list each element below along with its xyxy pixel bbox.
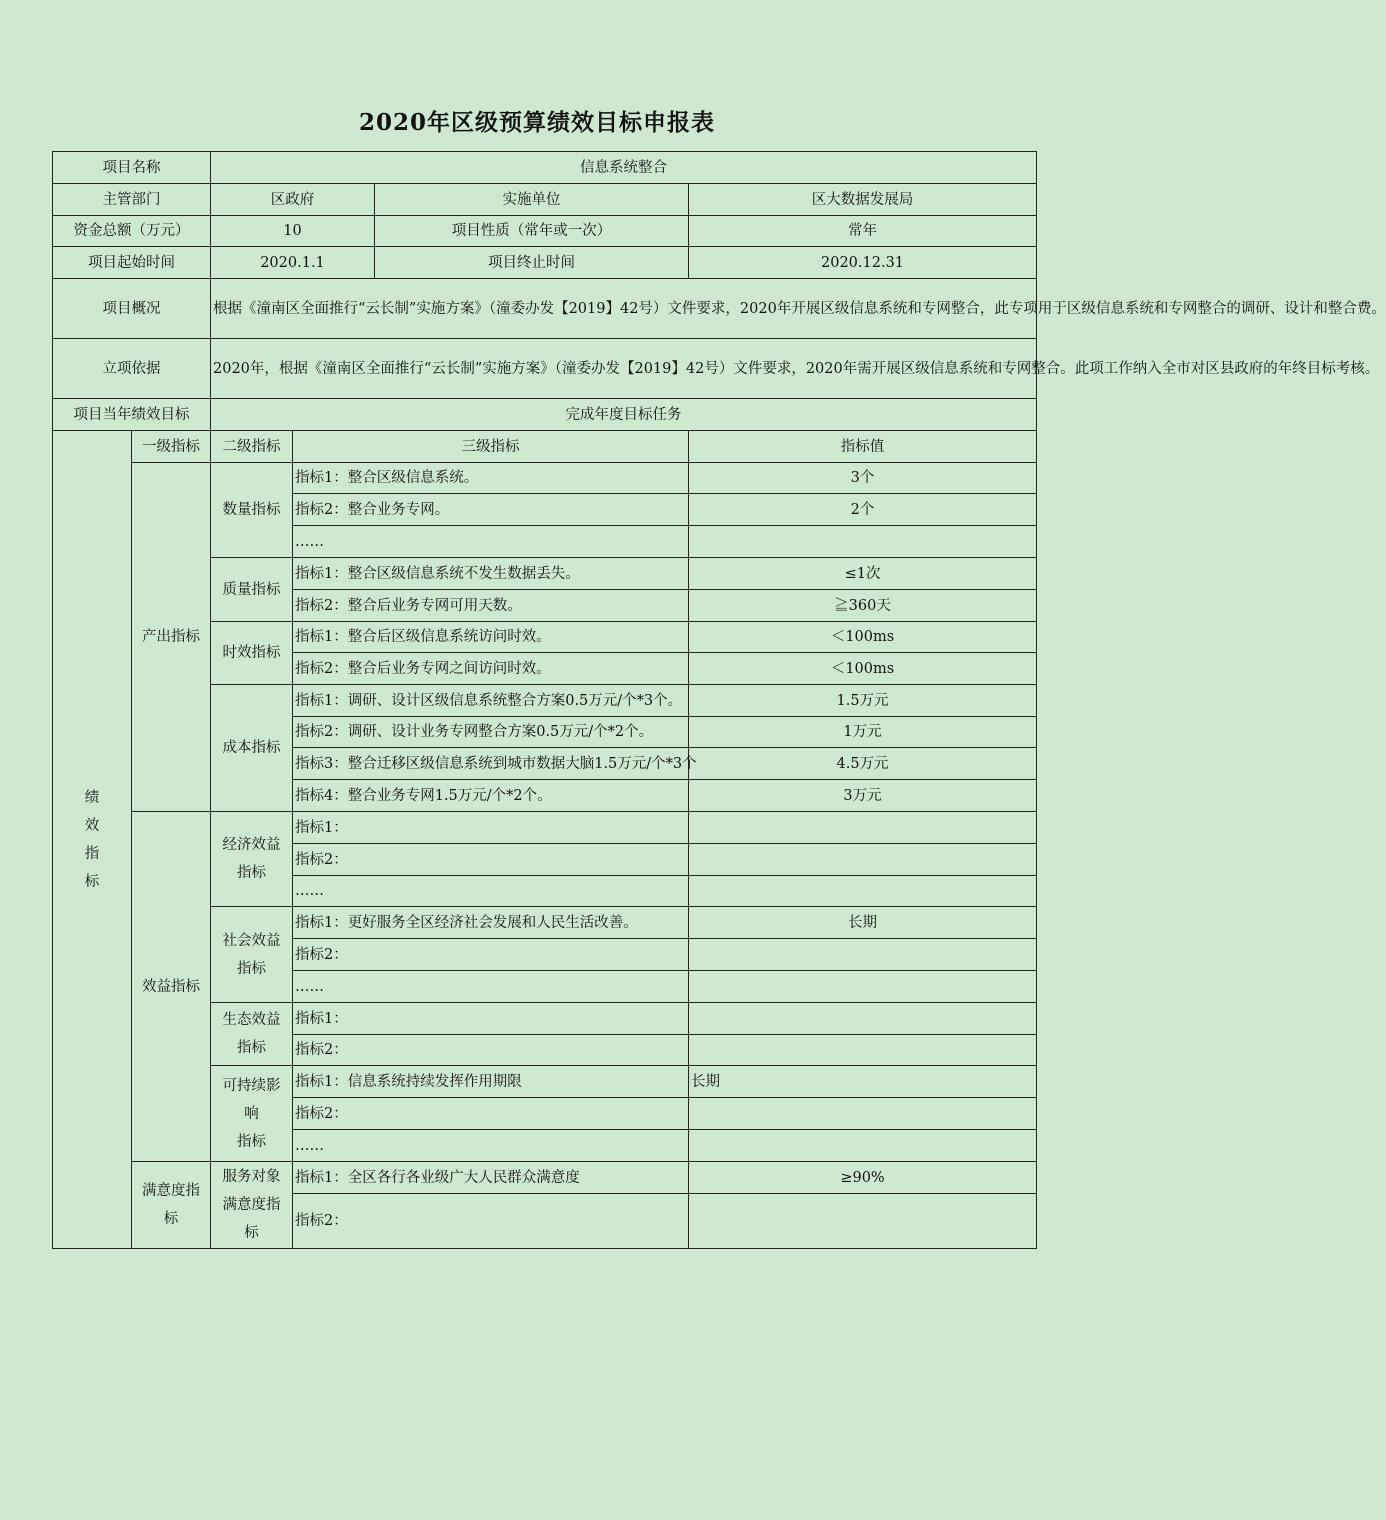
indicator-value <box>689 939 1037 971</box>
dept-label: 主管部门 <box>53 184 211 216</box>
indicator-value <box>689 1194 1037 1249</box>
indicator-text: 指标2： <box>293 844 689 876</box>
indicator-value: 长期 <box>689 1066 1037 1098</box>
cost-indicators-label: 成本指标 <box>211 685 293 812</box>
indicator-value <box>689 1035 1037 1066</box>
indicator-text: 指标1： <box>293 812 689 844</box>
indicator-text: 指标2：整合后业务专网之间访问时效。 <box>293 653 689 685</box>
indicator-value: ＜100ms <box>689 622 1037 653</box>
indicator-text: 指标2： <box>293 939 689 971</box>
indicator-text: …… <box>293 876 689 907</box>
indicator-value <box>689 1003 1037 1035</box>
goal-label: 项目当年绩效目标 <box>53 399 211 431</box>
basis-label: 立项依据 <box>53 339 211 399</box>
indicator-value: 长期 <box>689 907 1037 939</box>
satisfaction-indicators-label: 满意度指 标 <box>132 1162 211 1249</box>
indicator-text: 指标2： <box>293 1194 689 1249</box>
indicator-value <box>689 844 1037 876</box>
indicator-text: 指标1：整合区级信息系统不发生数据丢失。 <box>293 558 689 590</box>
indicator-value <box>689 971 1037 1003</box>
quantity-indicators-label: 数量指标 <box>211 463 293 558</box>
indicator-value <box>689 812 1037 844</box>
indicator-text: 指标1：信息系统持续发挥作用期限 <box>293 1066 689 1098</box>
nature-label: 项目性质（常年或一次） <box>375 216 689 247</box>
overview-text: 根据《潼南区全面推行“云长制”实施方案》（潼委办发【2019】42号）文件要求，2020年开展区级信息系统和专网整合，此专项用于区级信息系统和专网整合的调研、设计和整合费。 <box>211 279 1037 339</box>
page-title: 2020年区级预算绩效目标申报表 <box>358 109 715 136</box>
indicator-text: 指标3：整合迁移区级信息系统到城市数据大脑1.5万元/个*3个 <box>293 748 689 780</box>
perf-indicators-label: 绩 效 指 标 <box>53 431 132 1249</box>
indicator-value: ≤1次 <box>689 558 1037 590</box>
ecological-benefit-label: 生态效益 指标 <box>211 1003 293 1066</box>
goal-value: 完成年度目标任务 <box>211 399 1037 431</box>
indicator-text: 指标1：调研、设计区级信息系统整合方案0.5万元/个*3个。 <box>293 685 689 717</box>
level1-header: 一级指标 <box>132 431 211 463</box>
basis-text: 2020年，根据《潼南区全面推行“云长制”实施方案》（潼委办发【2019】42号）文件要求，2020年需开展区级信息系统和专网整合。此项工作纳入全市对区县政府的年终目标考核。 <box>211 339 1037 399</box>
start-date-value: 2020.1.1 <box>211 247 375 279</box>
indicator-value <box>689 876 1037 907</box>
indicator-value <box>689 526 1037 558</box>
impl-unit-label: 实施单位 <box>375 184 689 216</box>
indicator-text: …… <box>293 1130 689 1162</box>
funds-value: 10 <box>211 216 375 247</box>
level2-header: 二级指标 <box>211 431 293 463</box>
indicator-value: 2个 <box>689 494 1037 526</box>
indicator-value <box>689 1130 1037 1162</box>
overview-label: 项目概况 <box>53 279 211 339</box>
indicator-text: 指标2： <box>293 1098 689 1130</box>
project-name-value: 信息系统整合 <box>211 152 1037 184</box>
indicator-text: 指标2：整合后业务专网可用天数。 <box>293 590 689 622</box>
value-header: 指标值 <box>689 431 1037 463</box>
timeliness-indicators-label: 时效指标 <box>211 622 293 685</box>
end-date-value: 2020.12.31 <box>689 247 1037 279</box>
indicator-text: 指标2： <box>293 1035 689 1066</box>
end-date-label: 项目终止时间 <box>375 247 689 279</box>
start-date-label: 项目起始时间 <box>53 247 211 279</box>
indicator-value: ≥90% <box>689 1162 1037 1194</box>
indicator-value: ≧360天 <box>689 590 1037 622</box>
dept-value: 区政府 <box>211 184 375 216</box>
indicator-value: ＜100ms <box>689 653 1037 685</box>
indicator-text: 指标1： <box>293 1003 689 1035</box>
indicator-text: 指标4：整合业务专网1.5万元/个*2个。 <box>293 780 689 812</box>
impl-unit-value: 区大数据发展局 <box>689 184 1037 216</box>
indicator-value: 4.5万元 <box>689 748 1037 780</box>
indicator-value: 1.5万元 <box>689 685 1037 717</box>
indicator-value: 3万元 <box>689 780 1037 812</box>
social-benefit-label: 社会效益 指标 <box>211 907 293 1003</box>
funds-label: 资金总额（万元） <box>53 216 211 247</box>
economic-benefit-label: 经济效益 指标 <box>211 812 293 907</box>
service-satisfaction-label: 服务对象 满意度指 标 <box>211 1162 293 1249</box>
indicator-value <box>689 1098 1037 1130</box>
indicator-text: 指标1：全区各行各业级广大人民群众满意度 <box>293 1162 689 1194</box>
benefit-indicators-label: 效益指标 <box>132 812 211 1162</box>
output-indicators-label: 产出指标 <box>132 463 211 812</box>
indicator-text: 指标2：调研、设计业务专网整合方案0.5万元/个*2个。 <box>293 717 689 748</box>
indicator-text: 指标1：更好服务全区经济社会发展和人民生活改善。 <box>293 907 689 939</box>
indicator-text: 指标1：整合区级信息系统。 <box>293 463 689 494</box>
indicator-value: 3个 <box>689 463 1037 494</box>
nature-value: 常年 <box>689 216 1037 247</box>
budget-performance-table <box>52 151 1386 1249</box>
project-name-label: 项目名称 <box>53 152 211 184</box>
indicator-text: …… <box>293 971 689 1003</box>
sustainable-impact-label: 可持续影 响 指标 <box>211 1066 293 1162</box>
quality-indicators-label: 质量指标 <box>211 558 293 622</box>
indicator-text: 指标2：整合业务专网。 <box>293 494 689 526</box>
indicator-text: 指标1：整合后区级信息系统访问时效。 <box>293 622 689 653</box>
indicator-value: 1万元 <box>689 717 1037 748</box>
level3-header: 三级指标 <box>293 431 689 463</box>
indicator-text: …… <box>293 526 689 558</box>
